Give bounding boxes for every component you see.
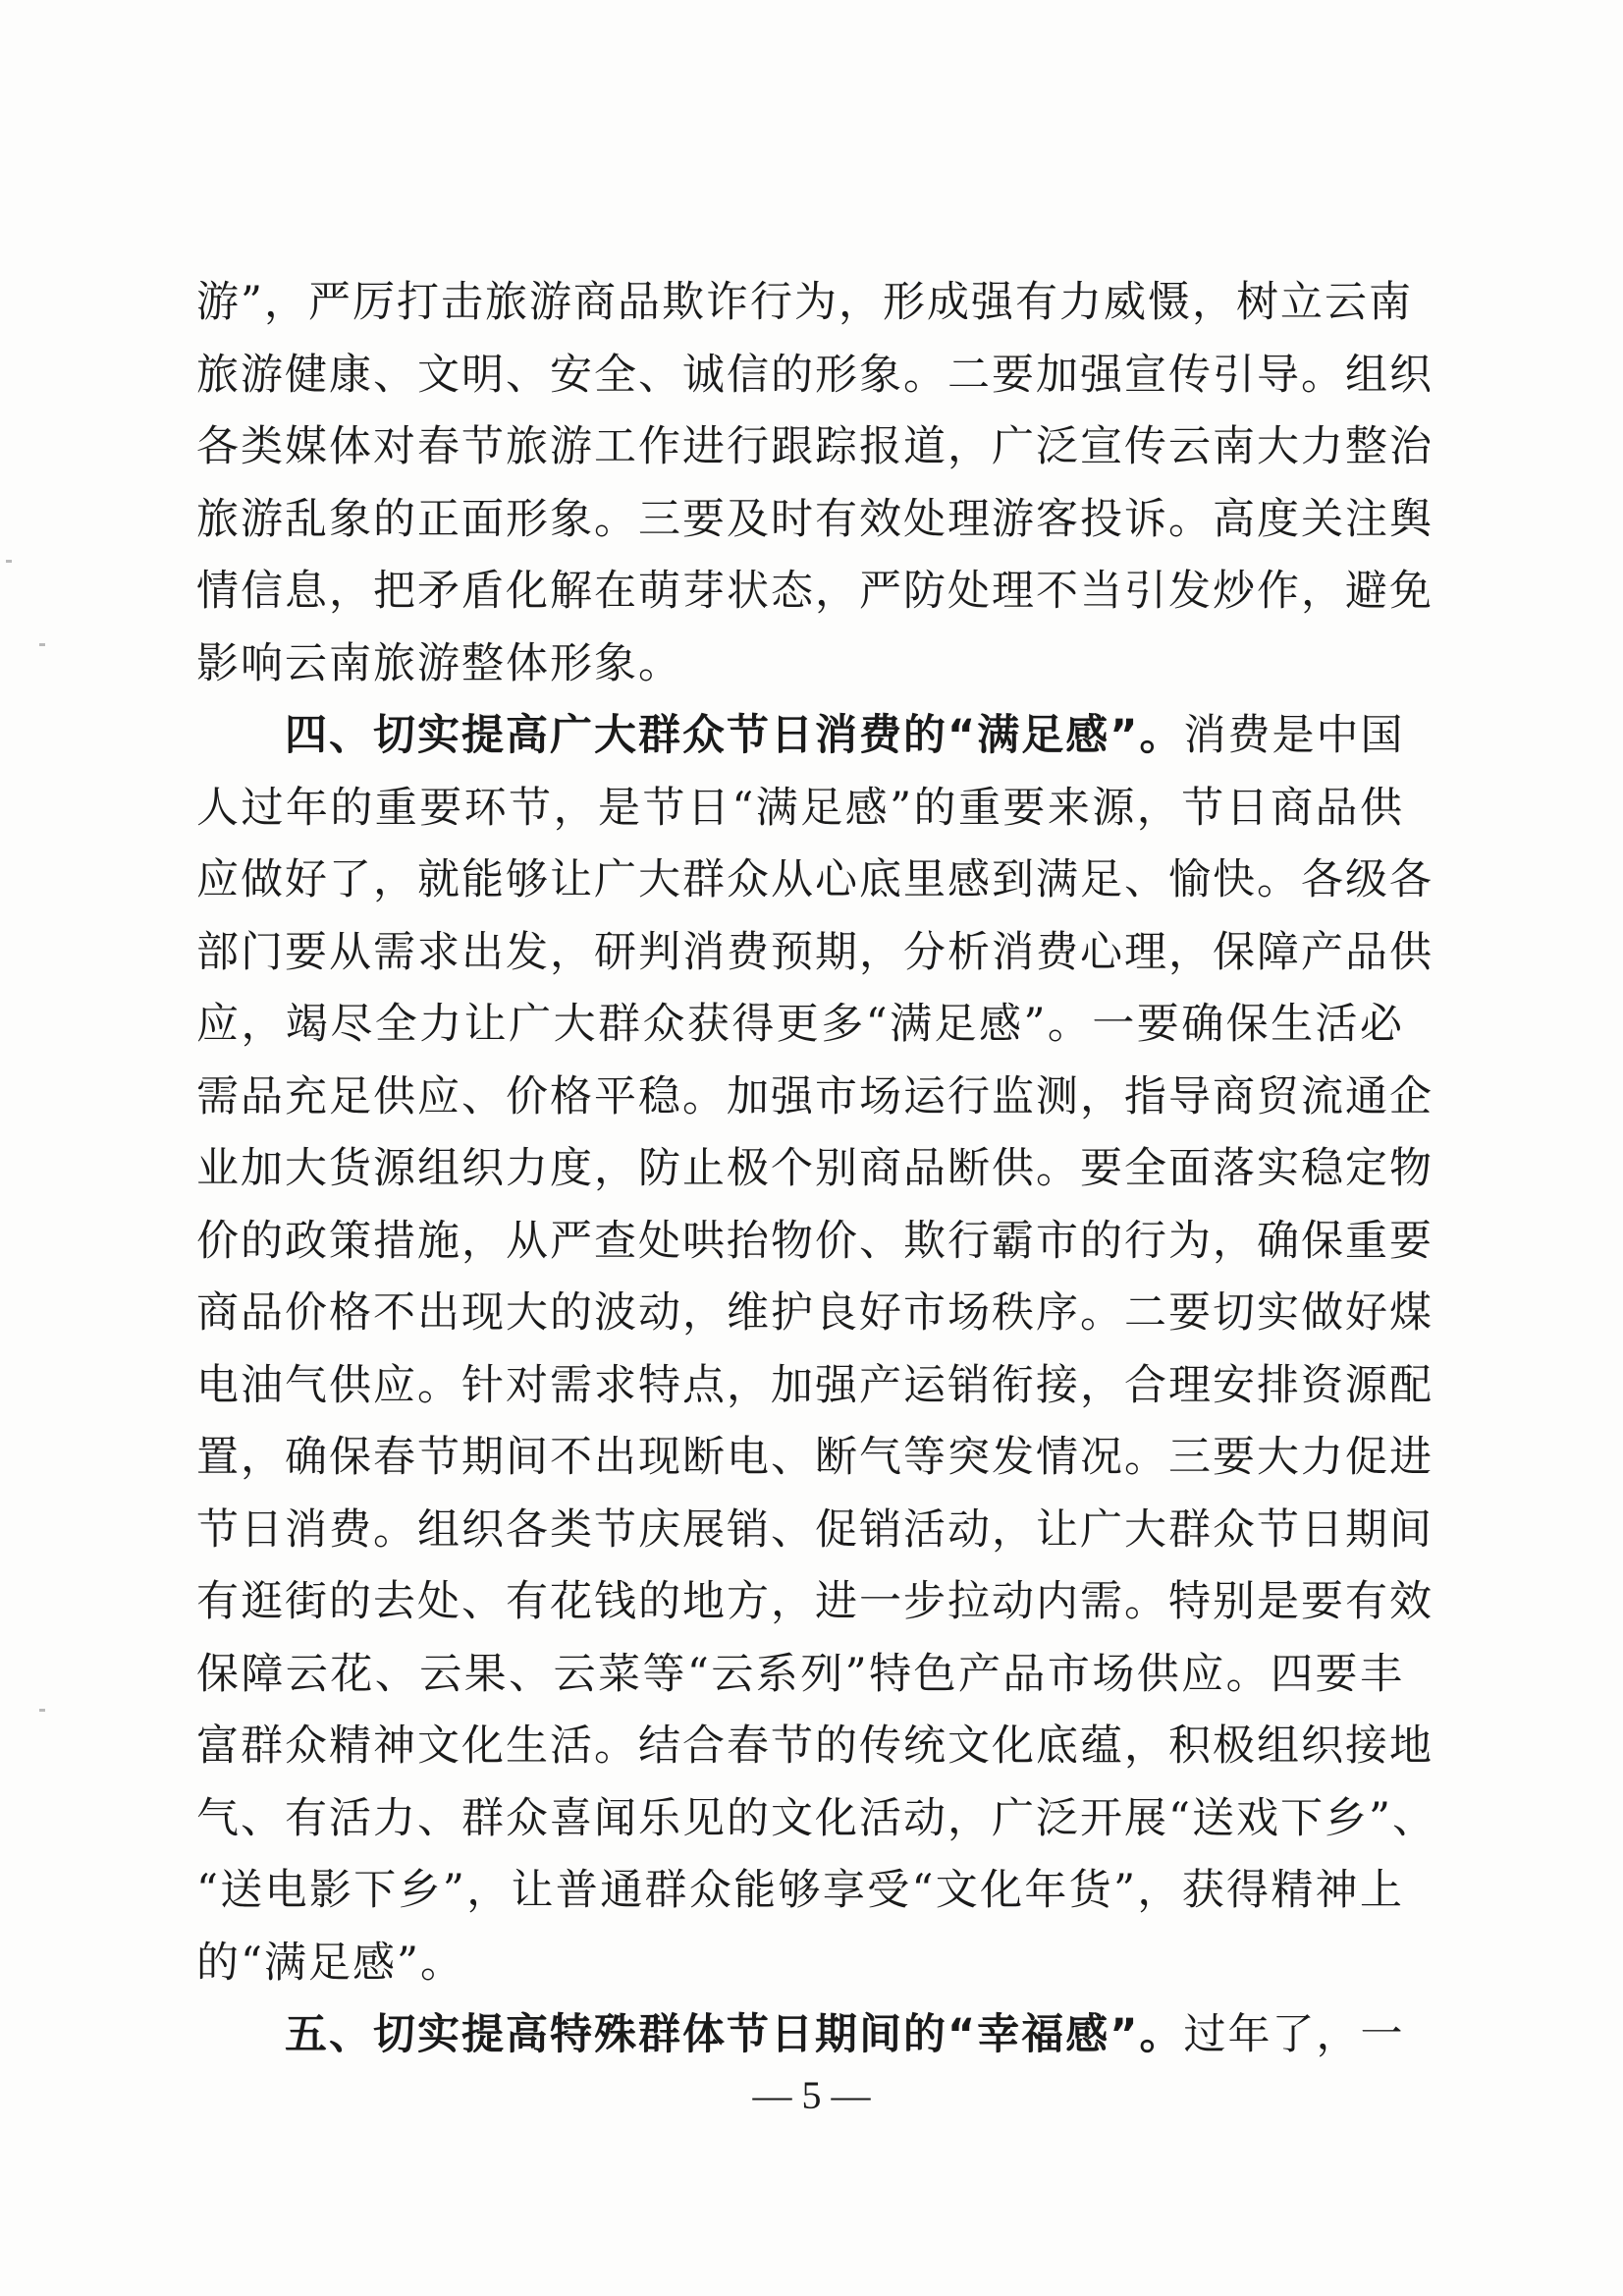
body-text — [196, 267, 1436, 2072]
text-line — [196, 845, 1434, 917]
text-line — [196, 917, 1434, 990]
line-text: 商品价格不出现大的波动，维护良好市场秩序。二要切实做好煤 — [196, 1288, 1434, 1338]
text-line — [196, 1495, 1434, 1567]
text-line — [196, 989, 1404, 1062]
text-line — [196, 1783, 1436, 1856]
text-line — [196, 556, 1434, 629]
section-heading-line — [196, 700, 1404, 773]
text-line — [196, 1711, 1434, 1783]
line-text: 有逛街的去处、有花钱的地方，进一步拉动内需。特别是要有效 — [196, 1577, 1434, 1626]
line-text: 业加大货源组织力度，防止极个别商品断供。要全面落实稳定物 — [196, 1144, 1434, 1193]
text-line — [196, 1206, 1434, 1279]
scan-artifact — [6, 560, 12, 563]
line-text: 保障云花、云果、云菜等“云系列”特色产品市场供应。四要丰 — [196, 1649, 1404, 1699]
line-text: 需品充足供应、价格平稳。加强市场运行监测，指导商贸流通企 — [196, 1071, 1434, 1121]
text-line — [196, 1350, 1434, 1423]
scan-artifact — [39, 1709, 45, 1712]
text-line — [196, 1855, 1404, 1928]
line-text: 过年了，一 — [1183, 2010, 1405, 2059]
text-line — [196, 629, 1404, 701]
text-line — [196, 1566, 1434, 1639]
text-line — [196, 773, 1404, 846]
text-line — [196, 1422, 1434, 1495]
line-text: 富群众精神文化生活。结合春节的传统文化底蕴，积极组织接地 — [196, 1722, 1434, 1771]
line-text: 游”，严厉打击旅游商品欺诈行为，形成强有力威慑，树立云南 — [196, 278, 1413, 327]
line-text: 节日消费。组织各类节庆展销、促销活动，让广大群众节日期间 — [196, 1504, 1434, 1555]
text-line — [196, 267, 1413, 340]
section-heading: 五、切实提高特殊群体节日期间的“幸福感”。 — [285, 2010, 1184, 2059]
text-line — [196, 1928, 1404, 2000]
text-line — [196, 1278, 1434, 1350]
text-line — [196, 1133, 1434, 1206]
text-line — [196, 411, 1434, 484]
line-text: 消费是中国 — [1183, 711, 1405, 760]
line-text: 旅游乱象的正面形象。三要及时有效处理游客投诉。高度关注舆 — [196, 494, 1434, 544]
line-text: 应做好了，就能够让广大群众从心底里感到满足、愉快。各级各 — [196, 855, 1434, 904]
text-line — [196, 1639, 1404, 1712]
line-text: 各类媒体对春节旅游工作进行跟踪报道，广泛宣传云南大力整治 — [196, 422, 1434, 471]
line-text: 置，确保春节期间不出现断电、断气等突发情况。三要大力促进 — [196, 1433, 1434, 1482]
line-text: “送电影下乡”，让普通群众能够享受“文化年货”，获得精神上 — [196, 1866, 1404, 1915]
line-text: 的“满足感”。 — [196, 1938, 464, 1988]
line-text: 影响云南旅游整体形象。 — [196, 638, 682, 688]
scan-artifact — [39, 643, 45, 646]
line-text: 旅游健康、文明、安全、诚信的形象。二要加强宣传引导。组织 — [196, 350, 1434, 400]
line-text: 情信息，把矛盾化解在萌芽状态，严防处理不当引发炒作，避免 — [196, 567, 1434, 616]
line-text: 价的政策措施，从严查处哄抬物价、欺行霸市的行为，确保重要 — [196, 1216, 1434, 1266]
line-text: 电油气供应。针对需求特点，加强产运销衔接，合理安排资源配 — [196, 1360, 1434, 1410]
line-text: 部门要从需求出发，研判消费预期，分析消费心理，保障产品供 — [196, 927, 1434, 977]
line-text: 人过年的重要环节，是节日“满足感”的重要来源，节日商品供 — [196, 783, 1404, 833]
section-heading-line — [196, 1999, 1404, 2072]
text-line — [196, 484, 1434, 557]
text-line — [196, 340, 1434, 412]
text-line — [196, 1062, 1434, 1134]
section-heading: 四、切实提高广大群众节日消费的“满足感”。 — [285, 711, 1184, 760]
page-number: — 5 — — [752, 2073, 871, 2117]
line-text: 气、有活力、群众喜闻乐见的文化活动，广泛开展“送戏下乡”、 — [196, 1793, 1436, 1843]
line-text: 应，竭尽全力让广大群众获得更多“满足感”。一要确保生活必 — [196, 1000, 1404, 1049]
